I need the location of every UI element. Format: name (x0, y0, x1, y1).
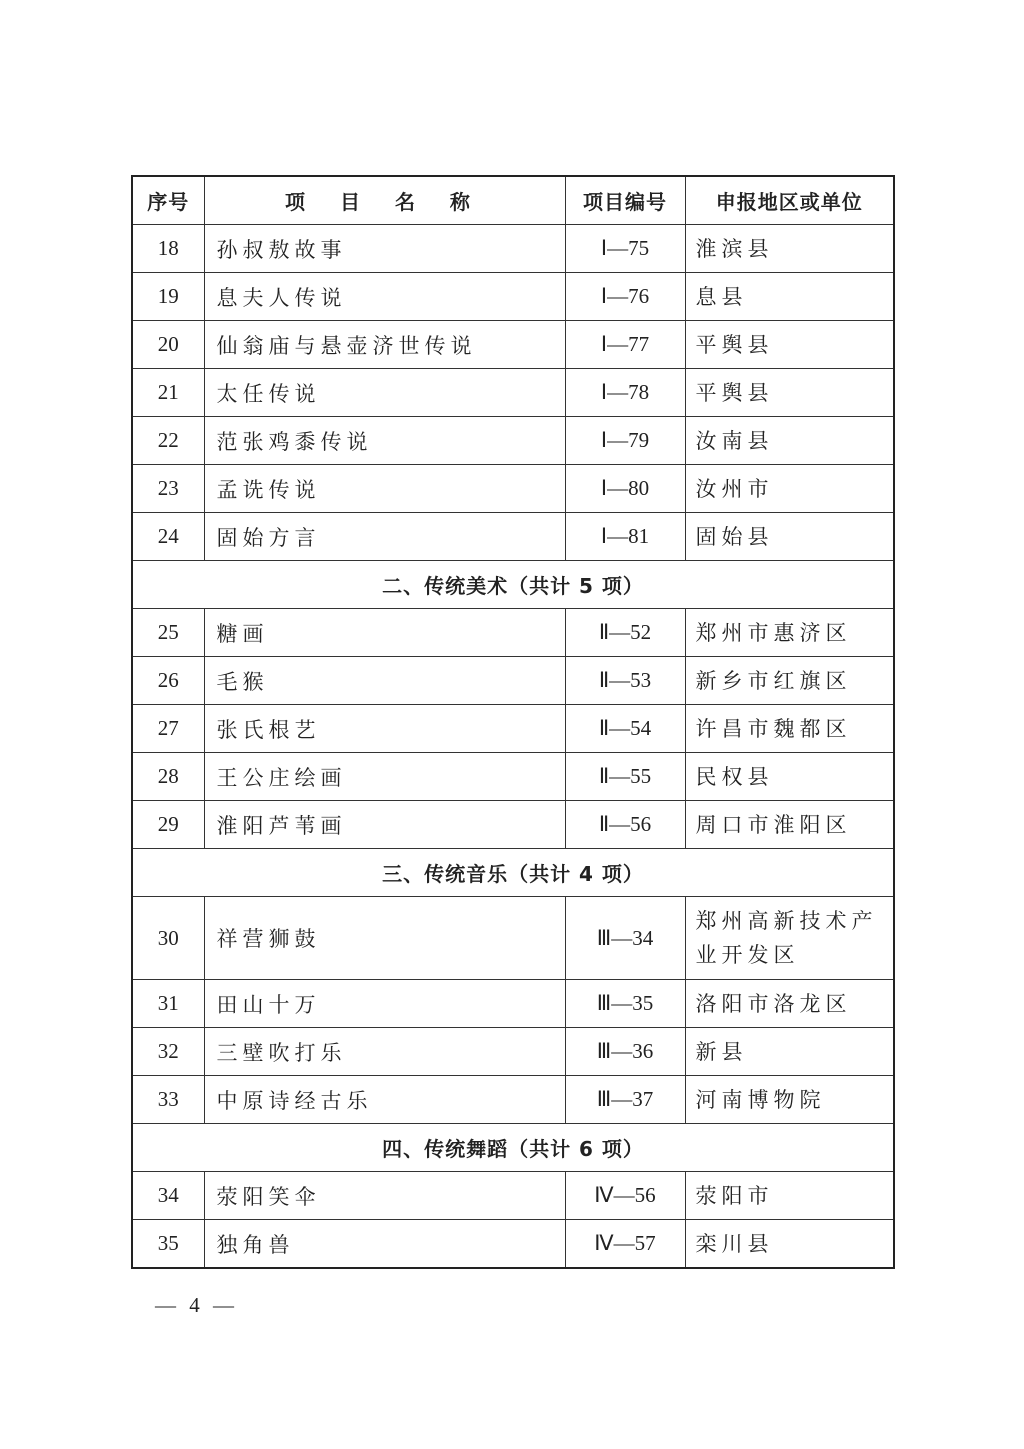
section-title-traditional-music: 三、传统音乐（共计 4 项） (132, 849, 894, 897)
section-header-row (132, 1124, 894, 1172)
table-row (132, 1028, 894, 1076)
row-seq: 23 (132, 465, 204, 513)
table-row (132, 980, 894, 1028)
row-seq: 22 (132, 417, 204, 465)
row-region: 固始县 (685, 513, 894, 561)
table-row (132, 513, 894, 561)
row-code: Ⅰ—76 (565, 273, 685, 321)
row-code: Ⅰ—79 (565, 417, 685, 465)
row-region: 民权县 (685, 753, 894, 801)
row-code: Ⅰ—75 (565, 225, 685, 273)
row-seq: 19 (132, 273, 204, 321)
row-name: 王公庄绘画 (204, 753, 565, 801)
row-region: 许昌市魏都区 (685, 705, 894, 753)
header-seq: 序号 (132, 176, 204, 225)
row-name: 固始方言 (204, 513, 565, 561)
table-row (132, 753, 894, 801)
row-region: 郑州市惠济区 (685, 609, 894, 657)
row-name: 孙叔敖故事 (204, 225, 565, 273)
row-name: 息夫人传说 (204, 273, 565, 321)
row-name: 田山十万 (204, 980, 565, 1028)
row-seq: 25 (132, 609, 204, 657)
row-seq: 34 (132, 1172, 204, 1220)
row-name: 三壁吹打乐 (204, 1028, 565, 1076)
row-code: Ⅱ—54 (565, 705, 685, 753)
section-header-row (132, 849, 894, 897)
row-region: 平舆县 (685, 369, 894, 417)
row-name: 祥营狮鼓 (204, 897, 565, 980)
row-name: 独角兽 (204, 1220, 565, 1269)
row-code: Ⅱ—55 (565, 753, 685, 801)
row-code: Ⅳ—57 (565, 1220, 685, 1269)
row-seq: 28 (132, 753, 204, 801)
heritage-list-table (131, 175, 895, 1269)
table-row (132, 225, 894, 273)
row-seq: 26 (132, 657, 204, 705)
row-code: Ⅰ—77 (565, 321, 685, 369)
row-region: 新乡市红旗区 (685, 657, 894, 705)
table-row (132, 897, 894, 980)
row-seq: 33 (132, 1076, 204, 1124)
row-seq: 30 (132, 897, 204, 980)
row-code: Ⅱ—52 (565, 609, 685, 657)
row-name: 范张鸡黍传说 (204, 417, 565, 465)
row-code: Ⅲ—36 (565, 1028, 685, 1076)
row-region: 淮滨县 (685, 225, 894, 273)
table-row (132, 801, 894, 849)
row-code: Ⅰ—80 (565, 465, 685, 513)
row-region: 荥阳市 (685, 1172, 894, 1220)
table-row (132, 705, 894, 753)
section-title-traditional-art: 二、传统美术（共计 5 项） (132, 561, 894, 609)
row-code: Ⅰ—78 (565, 369, 685, 417)
header-region: 申报地区或单位 (685, 176, 894, 225)
table-row (132, 465, 894, 513)
row-region: 河南博物院 (685, 1076, 894, 1124)
row-code: Ⅱ—56 (565, 801, 685, 849)
table-row (132, 609, 894, 657)
row-code: Ⅱ—53 (565, 657, 685, 705)
row-region: 息县 (685, 273, 894, 321)
table-row (132, 321, 894, 369)
row-seq: 24 (132, 513, 204, 561)
row-name: 中原诗经古乐 (204, 1076, 565, 1124)
row-code: Ⅲ—35 (565, 980, 685, 1028)
row-region: 新县 (685, 1028, 894, 1076)
row-name: 仙翁庙与悬壶济世传说 (204, 321, 565, 369)
row-name: 淮阳芦苇画 (204, 801, 565, 849)
row-region: 郑州高新技术产业开发区 (685, 897, 894, 980)
row-seq: 31 (132, 980, 204, 1028)
header-name: 项 目 名 称 (204, 176, 565, 225)
row-region: 栾川县 (685, 1220, 894, 1269)
row-name: 太任传说 (204, 369, 565, 417)
row-region: 汝南县 (685, 417, 894, 465)
row-seq: 32 (132, 1028, 204, 1076)
row-seq: 27 (132, 705, 204, 753)
row-code: Ⅳ—56 (565, 1172, 685, 1220)
table-row (132, 1172, 894, 1220)
table-row (132, 273, 894, 321)
row-seq: 21 (132, 369, 204, 417)
row-name: 孟诜传说 (204, 465, 565, 513)
row-seq: 35 (132, 1220, 204, 1269)
page-number: — 4 — (155, 1293, 238, 1317)
section-title-traditional-dance: 四、传统舞蹈（共计 6 项） (132, 1124, 894, 1172)
heritage-list-table-container (131, 175, 893, 1269)
row-region: 洛阳市洛龙区 (685, 980, 894, 1028)
row-name: 张氏根艺 (204, 705, 565, 753)
row-region: 平舆县 (685, 321, 894, 369)
table-header-row (132, 176, 894, 225)
row-code: Ⅲ—34 (565, 897, 685, 980)
row-code: Ⅰ—81 (565, 513, 685, 561)
row-name: 糖画 (204, 609, 565, 657)
section-header-row (132, 561, 894, 609)
row-code: Ⅲ—37 (565, 1076, 685, 1124)
row-region: 周口市淮阳区 (685, 801, 894, 849)
row-seq: 20 (132, 321, 204, 369)
table-row (132, 369, 894, 417)
row-region: 汝州市 (685, 465, 894, 513)
table-row (132, 1076, 894, 1124)
table-row (132, 417, 894, 465)
row-seq: 18 (132, 225, 204, 273)
table-row (132, 657, 894, 705)
row-name: 毛猴 (204, 657, 565, 705)
row-name: 荥阳笑伞 (204, 1172, 565, 1220)
header-code: 项目编号 (565, 176, 685, 225)
row-seq: 29 (132, 801, 204, 849)
table-row (132, 1220, 894, 1269)
